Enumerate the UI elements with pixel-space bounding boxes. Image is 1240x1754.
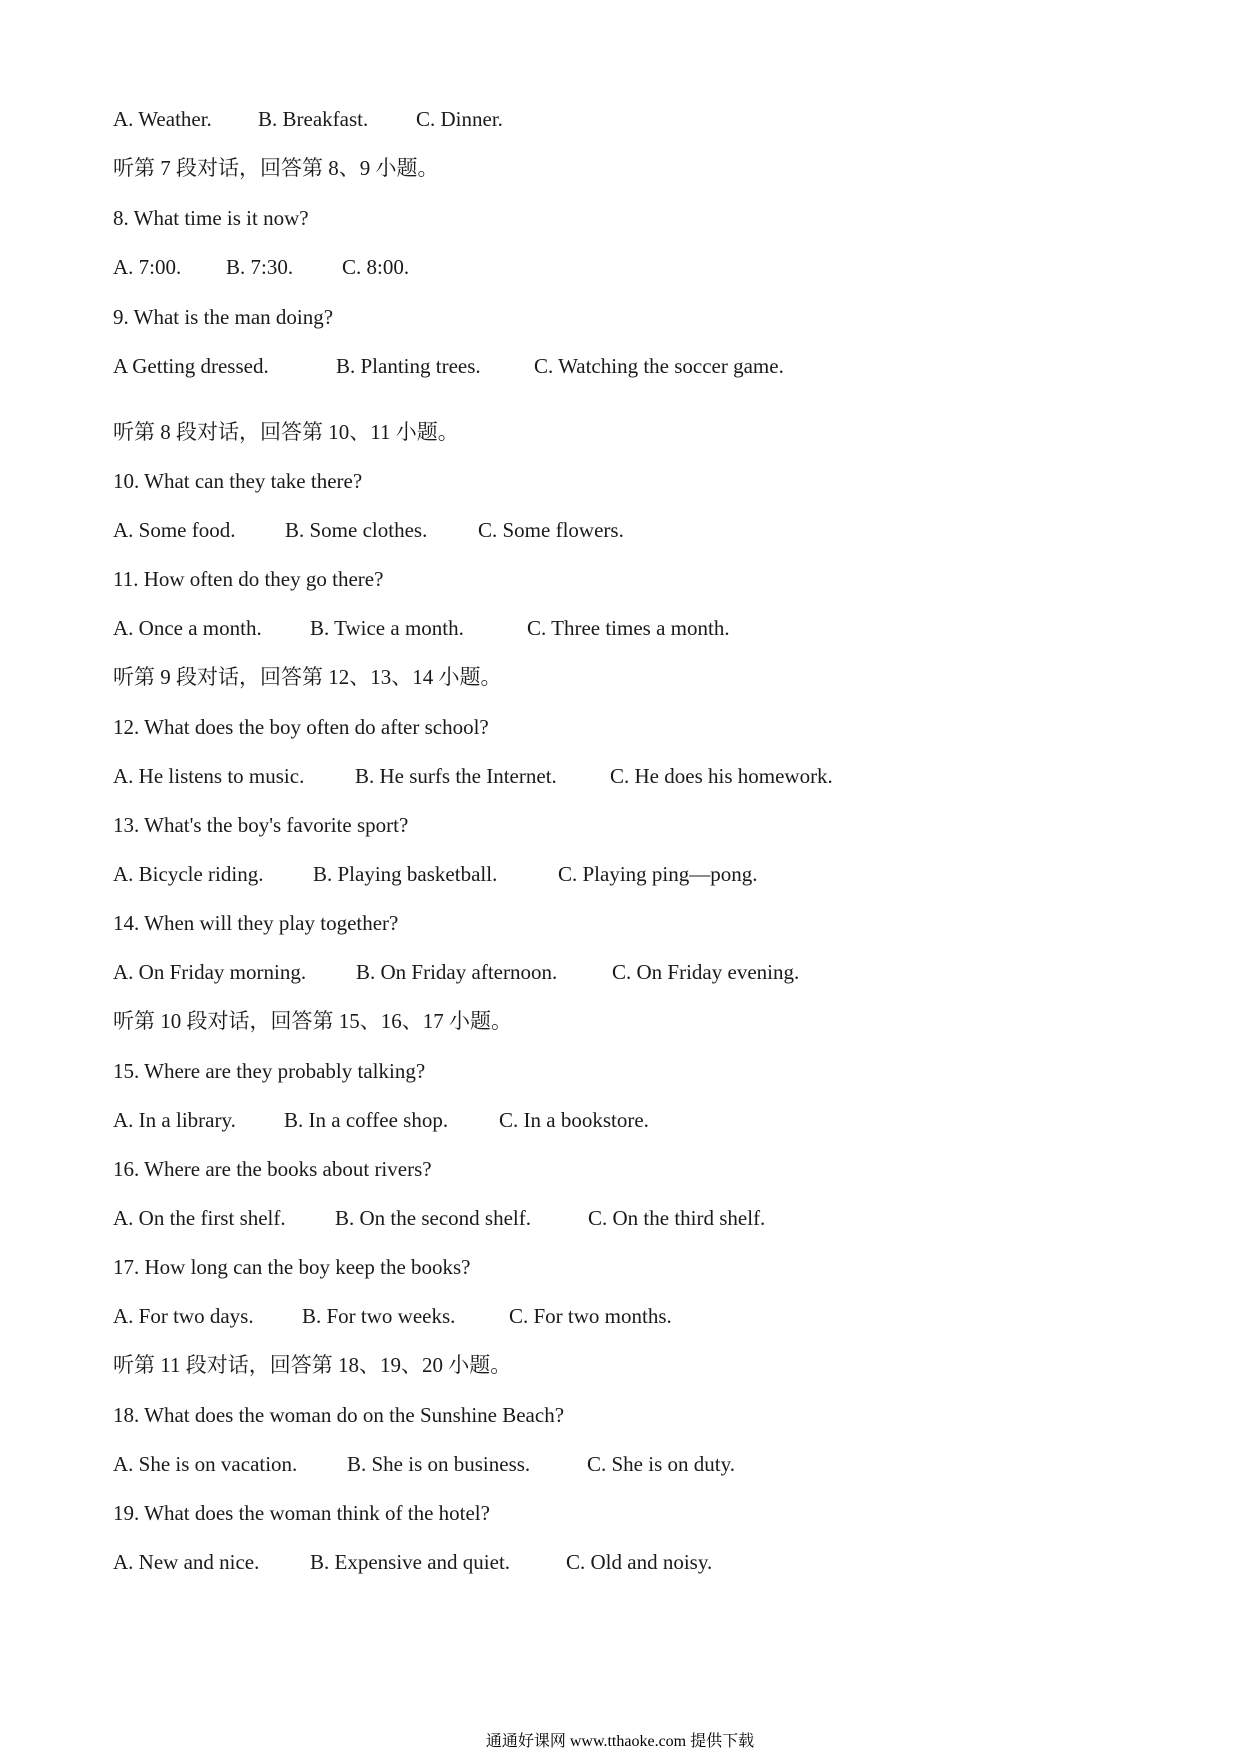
question-18: 18. What does the woman do on the Sunshine Beach? <box>113 1403 565 1427</box>
option-b: B. She is on business. <box>347 1452 531 1476</box>
question-17: 17. How long can the boy keep the books? <box>113 1255 471 1279</box>
question-14: 14. When will they play together? <box>113 911 399 935</box>
option-a: A. New and nice. <box>113 1550 260 1574</box>
option-b: B. Breakfast. <box>258 107 369 131</box>
option-c: C. He does his homework. <box>610 764 833 788</box>
option-a: A. For two days. <box>113 1304 254 1328</box>
option-c: C. Old and noisy. <box>566 1550 713 1574</box>
option-a: A Getting dressed. <box>113 354 269 378</box>
section-heading-7: 听第 7 段对话，回答第 8、9 小题。 <box>113 156 439 180</box>
section-heading-10: 听第 10 段对话，回答第 15、16、17 小题。 <box>113 1009 512 1033</box>
option-b: B. Some clothes. <box>285 518 428 542</box>
question-13: 13. What's the boy's favorite sport? <box>113 813 409 837</box>
option-b: B. For two weeks. <box>302 1304 456 1328</box>
option-c: C. Watching the soccer game. <box>534 354 784 378</box>
option-c: C. Playing ping—pong. <box>558 862 758 886</box>
section-heading-11: 听第 11 段对话，回答第 18、19、20 小题。 <box>113 1353 512 1377</box>
option-b: B. He surfs the Internet. <box>355 764 557 788</box>
option-c: C. In a bookstore. <box>499 1108 649 1132</box>
footer-source-note: 通通好课网 www.tthaoke.com 提供下载 <box>485 1733 755 1750</box>
question-16: 16. Where are the books about rivers? <box>113 1157 432 1181</box>
option-b: B. On Friday afternoon. <box>356 960 558 984</box>
option-c: C. On the third shelf. <box>588 1206 766 1230</box>
option-b: B. On the second shelf. <box>335 1206 531 1230</box>
question-12: 12. What does the boy often do after school? <box>113 715 489 739</box>
option-b: B. 7:30. <box>226 255 294 279</box>
option-b: B. Expensive and quiet. <box>310 1550 511 1574</box>
section-heading-8: 听第 8 段对话，回答第 10、11 小题。 <box>113 420 459 444</box>
option-a: A. She is on vacation. <box>113 1452 298 1476</box>
option-a: A. He listens to music. <box>113 764 305 788</box>
question-8: 8. What time is it now? <box>113 206 309 230</box>
option-a: A. In a library. <box>113 1108 236 1132</box>
option-b: B. Playing basketball. <box>313 862 498 886</box>
option-a: A. Once a month. <box>113 616 262 640</box>
option-a: A. 7:00. <box>113 255 182 279</box>
option-a: A. Bicycle riding. <box>113 862 264 886</box>
question-10: 10. What can they take there? <box>113 469 363 493</box>
question-19: 19. What does the woman think of the hotel? <box>113 1501 490 1525</box>
section-heading-9: 听第 9 段对话，回答第 12、13、14 小题。 <box>113 665 502 689</box>
option-c: C. She is on duty. <box>587 1452 735 1476</box>
option-b: B. Planting trees. <box>336 354 481 378</box>
option-a: A. Weather. <box>113 107 212 131</box>
question-11: 11. How often do they go there? <box>113 567 384 591</box>
option-a: A. Some food. <box>113 518 236 542</box>
question-15: 15. Where are they probably talking? <box>113 1059 426 1083</box>
question-9: 9. What is the man doing? <box>113 305 334 329</box>
option-c: C. Three times a month. <box>527 616 730 640</box>
option-a: A. On the first shelf. <box>113 1206 286 1230</box>
option-c: C. For two months. <box>509 1304 672 1328</box>
option-c: C. Dinner. <box>416 107 503 131</box>
option-b: B. Twice a month. <box>310 616 464 640</box>
option-c: C. Some flowers. <box>478 518 624 542</box>
option-c: C. On Friday evening. <box>612 960 800 984</box>
option-a: A. On Friday morning. <box>113 960 307 984</box>
option-c: C. 8:00. <box>342 255 410 279</box>
option-b: B. In a coffee shop. <box>284 1108 449 1132</box>
